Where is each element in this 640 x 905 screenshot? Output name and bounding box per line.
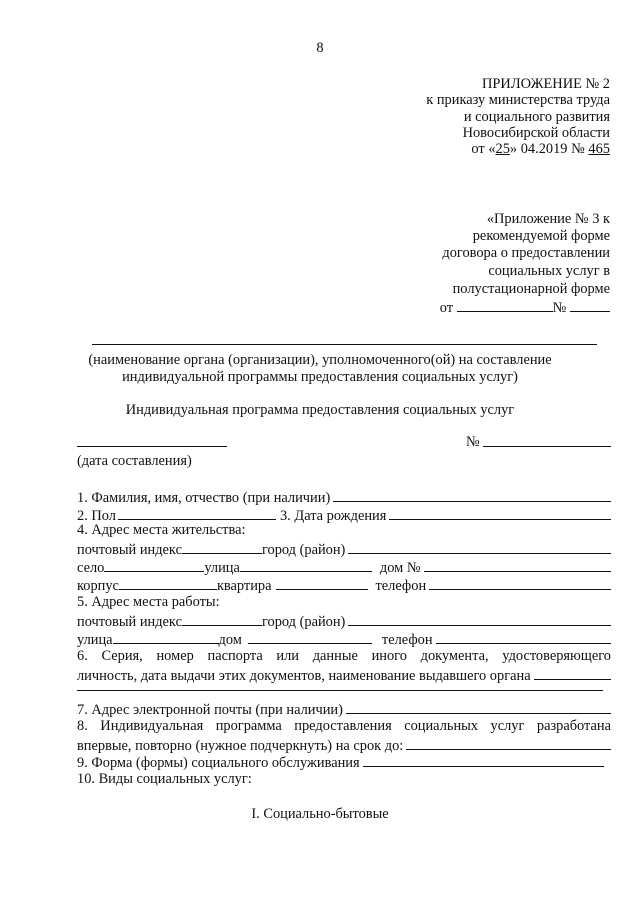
appendix-line: и социального развития bbox=[463, 109, 610, 125]
field-residence-village-street bbox=[77, 558, 611, 577]
form-header-date bbox=[440, 298, 610, 317]
street-blank[interactable] bbox=[240, 558, 372, 572]
field-label: квартира bbox=[216, 578, 272, 594]
village-blank[interactable] bbox=[104, 558, 204, 572]
passport-blank[interactable] bbox=[534, 666, 611, 680]
field-label: корпус bbox=[77, 578, 119, 594]
work-phone-blank[interactable] bbox=[436, 630, 611, 644]
field-service-types: 10. Виды социальных услуг: bbox=[77, 771, 252, 787]
date-number: 465 bbox=[588, 141, 610, 157]
field-label: дом № bbox=[379, 560, 421, 576]
date-day: 25 bbox=[495, 141, 510, 157]
passport-blank-line[interactable] bbox=[77, 690, 603, 691]
from-label: от bbox=[439, 300, 454, 316]
compilation-date-blank[interactable] bbox=[77, 446, 227, 447]
field-residence-building bbox=[77, 576, 611, 595]
number-blank[interactable] bbox=[570, 298, 610, 312]
field-label: город (район) bbox=[261, 542, 346, 558]
program-number-label: № bbox=[466, 434, 480, 450]
date-prefix: от « bbox=[471, 141, 496, 157]
field-passport-line2 bbox=[77, 666, 611, 685]
document-title: Индивидуальная программа предоставления социальных услуг bbox=[125, 402, 515, 418]
field-label: телефон bbox=[375, 578, 427, 594]
form-header-line: рекомендуемой форме bbox=[472, 228, 610, 244]
field-label: 9. Форма (формы) социального обслуживания bbox=[77, 755, 360, 771]
field-work-index-city bbox=[77, 612, 611, 631]
field-label: 1. Фамилия, имя, отчество (при наличии) bbox=[77, 490, 331, 506]
field-residence-label: 4. Адрес места жительства: bbox=[77, 522, 246, 538]
program-number-blank[interactable] bbox=[483, 446, 611, 447]
field-full-name bbox=[77, 488, 611, 507]
birthdate-blank[interactable] bbox=[389, 506, 611, 520]
phone-blank[interactable] bbox=[429, 576, 611, 590]
city-blank[interactable] bbox=[348, 540, 611, 554]
field-passport-line1: 6. Серия, номер паспорта или данные иного документа, удостоверяющего bbox=[77, 648, 611, 664]
date-caption: (дата составления) bbox=[77, 453, 192, 469]
field-label: 7. Адрес электронной почты (при наличии) bbox=[77, 702, 343, 718]
field-label: дом bbox=[218, 632, 242, 648]
field-label: 3. Дата рождения bbox=[279, 508, 387, 524]
field-label: улица bbox=[77, 632, 113, 648]
field-label: город (район) bbox=[261, 614, 346, 630]
field-email bbox=[77, 700, 611, 719]
organ-caption-line: (наименование органа (организации), уполномоченного(ой) на составление bbox=[88, 352, 552, 368]
work-street-blank[interactable] bbox=[113, 630, 219, 644]
postal-index-blank[interactable] bbox=[182, 540, 262, 554]
appendix-date bbox=[471, 141, 610, 158]
field-label: 2. Пол bbox=[77, 508, 116, 524]
field-label: улица bbox=[204, 560, 240, 576]
work-house-blank[interactable] bbox=[248, 630, 372, 644]
building-blank[interactable] bbox=[119, 576, 217, 590]
form-header-line: договора о предоставлении bbox=[442, 245, 610, 261]
page-number: 8 bbox=[316, 40, 324, 56]
term-blank[interactable] bbox=[406, 736, 611, 750]
service-form-blank[interactable] bbox=[363, 753, 604, 767]
field-label: впервые, повторно (нужное подчеркнуть) на срок до: bbox=[77, 738, 404, 754]
house-blank[interactable] bbox=[424, 558, 611, 572]
email-blank[interactable] bbox=[346, 700, 611, 714]
date-blank[interactable] bbox=[457, 298, 553, 312]
date-rest: » 04.2019 № bbox=[509, 141, 589, 157]
work-postal-index-blank[interactable] bbox=[182, 612, 262, 626]
form-header-line: «Приложение № 3 к bbox=[486, 211, 610, 227]
field-label: почтовый индекс bbox=[77, 614, 182, 630]
form-header-line: социальных услуг в bbox=[488, 263, 610, 279]
apartment-blank[interactable] bbox=[276, 576, 368, 590]
field-work-street bbox=[77, 630, 611, 649]
organ-name-blank[interactable] bbox=[92, 344, 597, 345]
form-header-line: полустационарной форме bbox=[452, 281, 610, 297]
field-label: телефон bbox=[381, 632, 433, 648]
field-work-label: 5. Адрес места работы: bbox=[77, 594, 220, 610]
field-service-form bbox=[77, 753, 604, 772]
appendix-title: ПРИЛОЖЕНИЕ № 2 bbox=[482, 76, 610, 92]
section-heading: I. Социально-бытовые bbox=[251, 806, 389, 822]
number-label: № bbox=[552, 300, 567, 316]
field-label: личность, дата выдачи этих документов, наименование выдавшего органа bbox=[77, 668, 531, 684]
organ-caption-line: индивидуальной программы предоставления социальных услуг) bbox=[122, 369, 518, 385]
field-label: село bbox=[77, 560, 105, 576]
appendix-line: к приказу министерства труда bbox=[426, 92, 610, 108]
full-name-blank[interactable] bbox=[333, 488, 611, 502]
appendix-line: Новосибирской области bbox=[462, 125, 610, 141]
field-residence-index-city bbox=[77, 540, 611, 559]
field-program-line1: 8. Индивидуальная программа предоставления социальных услуг разработана bbox=[77, 718, 611, 734]
field-label: почтовый индекс bbox=[77, 542, 182, 558]
sex-blank[interactable] bbox=[118, 506, 276, 520]
work-city-blank[interactable] bbox=[348, 612, 611, 626]
